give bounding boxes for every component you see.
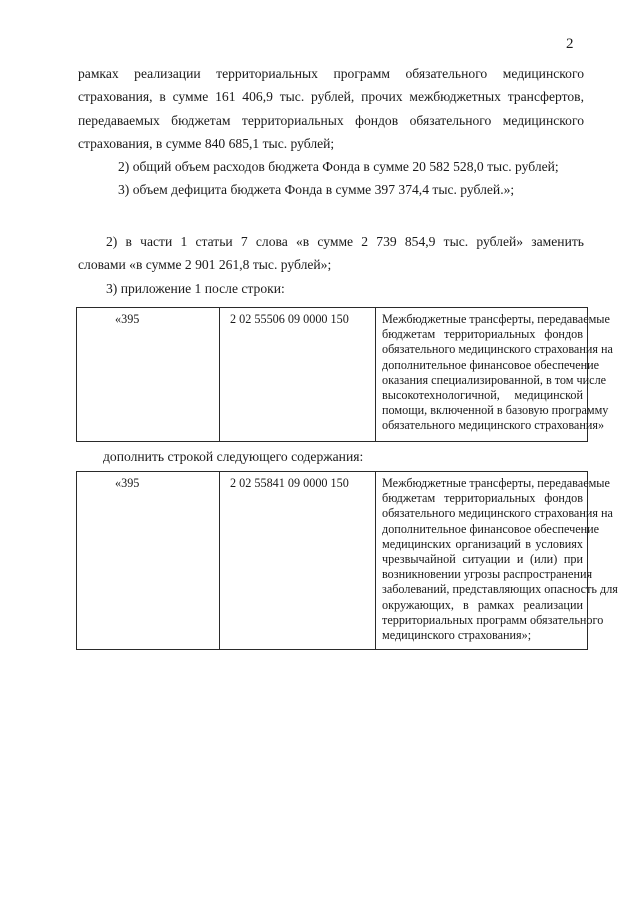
description-cell xyxy=(376,472,618,650)
description-line: высокотехнологичной, медицинской xyxy=(382,388,583,403)
item-total-expenses: 2) общий объем расходов бюджета Фонда в сумме 20 582 528,0 тыс. рублей; xyxy=(118,159,559,174)
supplement-intro: дополнить строкой следующего содержания: xyxy=(103,449,364,464)
table-row xyxy=(77,308,588,442)
kbk-code-cell: 2 02 55841 09 0000 150 xyxy=(220,472,376,650)
appendix-intro: 3) приложение 1 после строки: xyxy=(106,281,285,296)
item-deficit: 3) объем дефицита бюджета Фонда в сумме 397 374,4 тыс. рублей.»; xyxy=(118,182,515,197)
description-line: бюджетам территориальных фондов xyxy=(382,491,583,506)
description-line: оказания специализированной, в том числе xyxy=(382,372,607,387)
paragraph-line: рамках реализации территориальных программ обязательного медицинского xyxy=(78,66,584,81)
description-line: территориальных программ обязательного xyxy=(382,612,604,627)
paragraph-line: страхования, в сумме 840 685,1 тыс. рублей; xyxy=(78,135,335,151)
description-line: окружающих, в рамках реализации xyxy=(382,597,583,612)
description-line: медицинского страхования»; xyxy=(382,628,532,643)
table-row xyxy=(77,472,588,650)
admin-code-cell: «395 xyxy=(77,308,220,442)
page-number: 2 xyxy=(566,36,574,52)
admin-code-cell: «395 xyxy=(77,472,220,650)
paragraph-interbudget-transfers xyxy=(78,62,584,155)
description-line: чрезвычайной ситуации и (или) при xyxy=(382,552,583,567)
paragraph-line: 2) в части 1 статьи 7 слова «в сумме 2 739 854,9 тыс. рублей» заменить xyxy=(106,234,584,249)
description-line: возникновении угрозы распространения xyxy=(382,567,593,582)
paragraph-line: передаваемых бюджетам территориальных фондов обязательного медицинского xyxy=(78,112,584,128)
description-line: медицинских организаций в условиях xyxy=(382,536,583,551)
kbk-code-cell: 2 02 55506 09 0000 150 xyxy=(220,308,376,442)
description-line: обязательного медицинского страхования на xyxy=(382,342,613,357)
description-line: дополнительное финансовое обеспечение xyxy=(382,521,600,536)
existing-row-table xyxy=(76,307,613,442)
paragraph-line: страхования, в сумме 161 406,9 тыс. рублей, прочих межбюджетных трансфертов, xyxy=(78,89,584,105)
description-line: Межбюджетные трансферты, передаваемые xyxy=(382,476,610,490)
new-row-table xyxy=(76,471,618,650)
description-line: заболеваний, представляющих опасность для xyxy=(382,582,618,597)
description-line: помощи, включенной в базовую программу xyxy=(382,403,609,418)
paragraph-article-7-amendment xyxy=(78,230,584,277)
description-line: Межбюджетные трансферты, передаваемые xyxy=(382,312,610,326)
description-line: обязательного медицинского страхования на xyxy=(382,506,613,521)
description-line: бюджетам территориальных фондов xyxy=(382,327,583,342)
description-cell xyxy=(376,308,613,442)
description-line: дополнительное финансовое обеспечение xyxy=(382,357,600,372)
paragraph-line: словами «в сумме 2 901 261,8 тыс. рублей»; xyxy=(78,257,332,273)
description-line: обязательного медицинского страхования» xyxy=(382,418,605,433)
